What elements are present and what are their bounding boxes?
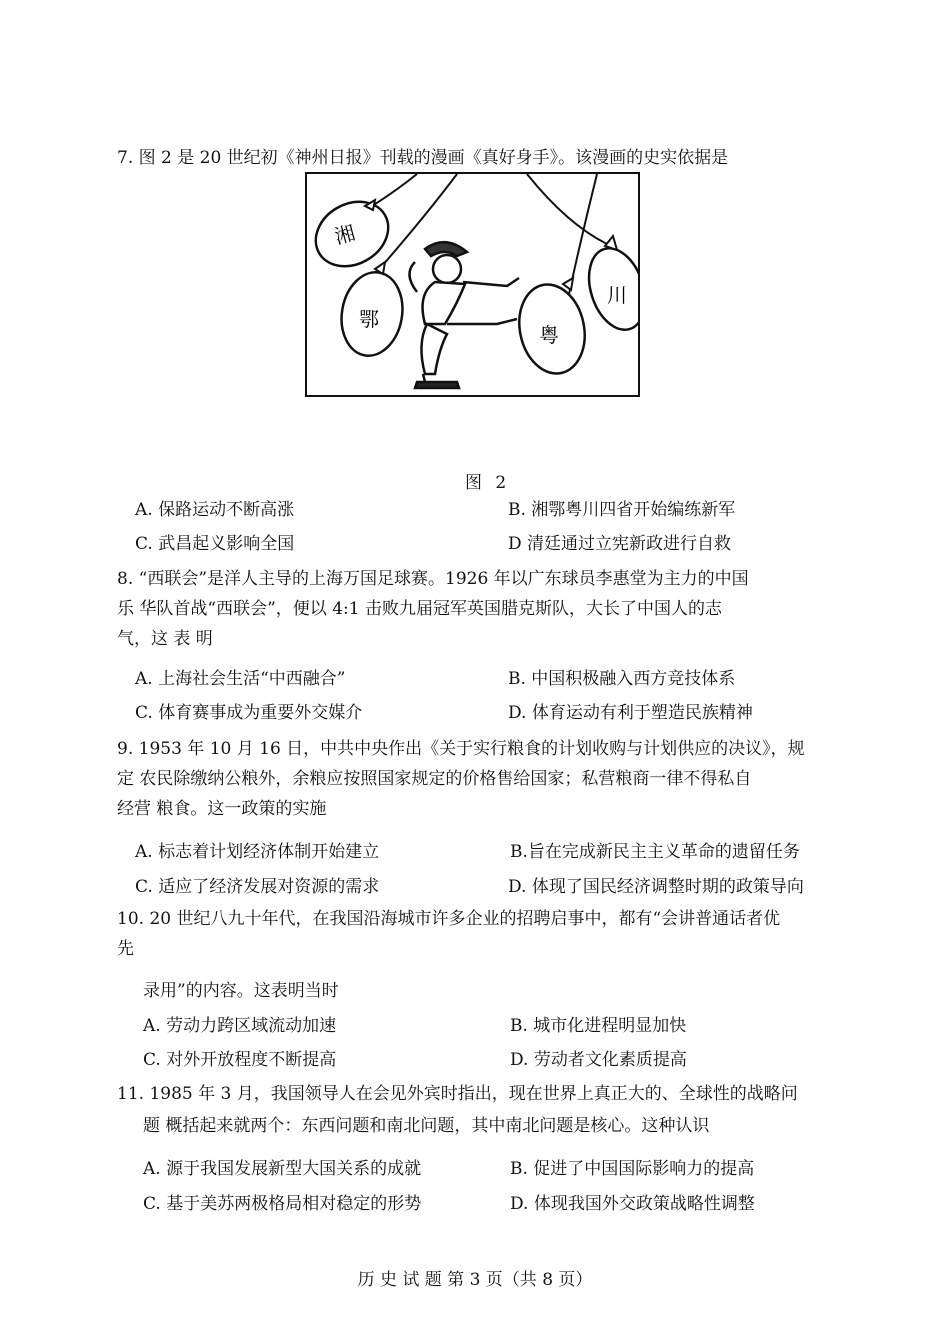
- q10-line-2: 先: [117, 939, 134, 959]
- bag-e: [335, 262, 409, 361]
- q10-option-a: A. 劳动力跨区域流动加速: [143, 1016, 337, 1036]
- q8-line-2: 乐 华队首战“西联会”，便以 4:1 击败九届冠军英国腊克斯队，大长了中国人的志: [117, 599, 722, 619]
- q11-line-2: 题 概括起来就两个：东西问题和南北问题，其中南北问题是核心。这种认识: [143, 1116, 710, 1136]
- q9-line-2: 定 农民除缴纳公粮外，余粮应按照国家规定的价格售给国家；私营粮商一律不得私自: [117, 769, 752, 789]
- q8-option-d: D. 体育运动有利于塑造民族精神: [508, 703, 753, 723]
- q7-option-b: B. 湘鄂粤川四省开始编练新军: [508, 500, 736, 520]
- figure-caption: 图 2: [465, 473, 511, 493]
- q11-option-b: B. 促进了中国国际影响力的提高: [510, 1159, 755, 1179]
- q9-option-b: B.旨在完成新民主主义革命的遗留任务: [510, 842, 800, 862]
- q10-option-d: D. 劳动者文化素质提高: [510, 1050, 687, 1070]
- q9-line-1: 9. 1953 年 10 月 16 日，中共中央作出《关于实行粮食的计划收购与计划供应的决议》，规: [117, 739, 805, 759]
- q10-line-1: 10. 20 世纪八九十年代，在我国沿海城市许多企业的招聘启事中，都有“会讲普通话者优: [117, 909, 781, 929]
- bag-label-xiang: 湘: [332, 220, 358, 249]
- q9-option-d: D. 体现了国民经济调整时期的政策导向: [508, 877, 804, 897]
- bag-chuan: [579, 236, 638, 337]
- q7-option-c: C. 武昌起义影响全国: [135, 534, 295, 554]
- bag-label-yue: 粤: [539, 323, 559, 347]
- q10-line-3: 录用”的内容。这表明当时: [143, 981, 339, 1001]
- q11-option-a: A. 源于我国发展新型大国关系的成就: [143, 1159, 422, 1179]
- page-footer: 历 史 试 题 第 3 页（共 8 页）: [357, 1270, 593, 1290]
- q10-option-b: B. 城市化进程明显加快: [510, 1016, 687, 1036]
- figure-2-cartoon: [305, 172, 640, 397]
- q11-line-1: 11. 1985 年 3 月，我国领导人在会见外宾时指出，现在世界上真正大的、全球性的战略问: [117, 1084, 798, 1104]
- bag-yue: [511, 278, 592, 380]
- q10-option-c: C. 对外开放程度不断提高: [143, 1050, 337, 1070]
- cartoon-ropes: [367, 174, 607, 294]
- q8-option-a: A. 上海社会生活“中西融合”: [135, 669, 346, 689]
- q8-line-1: 8. “西联会”是洋人主导的上海万国足球赛。1926 年以广东球员李惠堂为主力的中国: [117, 569, 749, 589]
- bag-label-e: 鄂: [359, 307, 379, 331]
- q7-option-d: D 清廷通过立宪新政进行自救: [508, 534, 732, 554]
- bag-xiang: [307, 189, 400, 279]
- q11-option-c: C. 基于美苏两极格局相对稳定的形势: [143, 1194, 422, 1214]
- q8-line-3: 气，这 表 明: [117, 629, 213, 649]
- q9-option-a: A. 标志着计划经济体制开始建立: [135, 842, 380, 862]
- q11-option-d: D. 体现我国外交政策战略性调整: [510, 1194, 755, 1214]
- q7-option-a: A. 保路运动不断高涨: [135, 500, 295, 520]
- cartoon-drawing: [307, 174, 638, 395]
- q7-stem: 7. 图 2 是 20 世纪初《神州日报》刊载的漫画《真好身手》。该漫画的史实依据是: [117, 148, 729, 168]
- q9-line-3: 经营 粮食。这一政策的实施: [117, 799, 327, 819]
- q8-option-b: B. 中国积极融入西方竞技体系: [508, 669, 736, 689]
- kicking-official-figure: [409, 242, 519, 388]
- q9-option-c: C. 适应了经济发展对资源的需求: [135, 877, 380, 897]
- q8-option-c: C. 体育赛事成为重要外交媒介: [135, 703, 363, 723]
- bag-label-chuan: 川: [607, 283, 627, 307]
